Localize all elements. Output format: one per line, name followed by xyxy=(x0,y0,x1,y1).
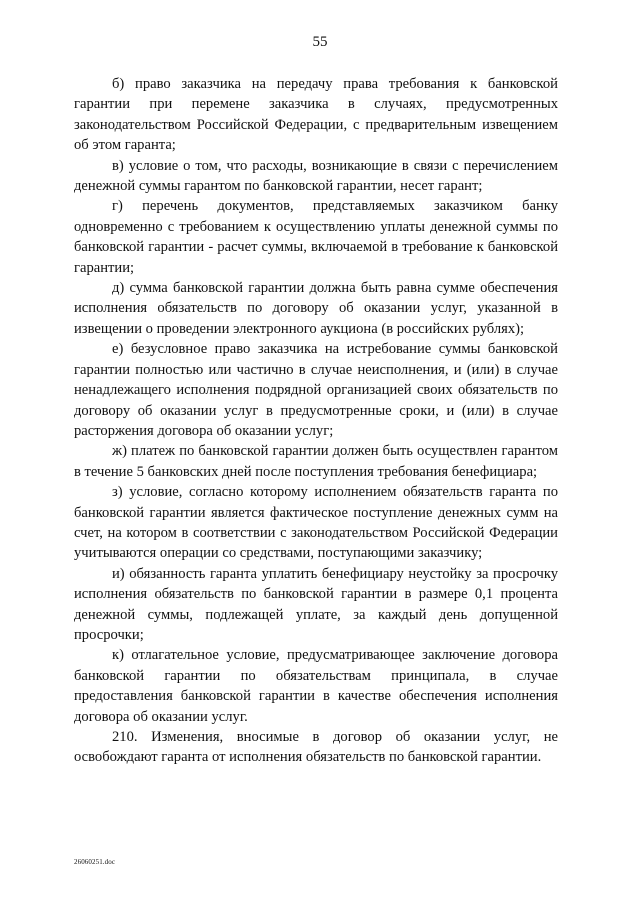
paragraph-i: и) обязанность гаранта уплатить бенефициару неустойку за просрочку исполнения обязательств по банковской гарантии в размере 0,1 процента денежной суммы, подлежащей уплате, за каждый день допущенной просрочки; xyxy=(74,565,558,643)
paragraph-zh: ж) платеж по банковской гарантии должен быть осуществлен гарантом в течение 5 банковских дней после поступления требования бенефициара; xyxy=(74,443,558,480)
page-number: 55 xyxy=(312,34,328,50)
paragraph-b: б) право заказчика на передачу права требования к банковской гарантии при перемене заказчика в случаях, предусмотренных законодательством Российской Федерации, с предварительным извещением об этом гаранта; xyxy=(74,76,558,154)
paragraph-k: к) отлагательное условие, предусматривающее заключение договора банковской гарантии по обязательствам принципала, в случае предоставления банковской гарантии в качестве обеспечения исполнения договора об оказании услуг. xyxy=(74,647,558,725)
paragraph-e: е) безусловное право заказчика на истребование суммы банковской гарантии полностью или частично в случае неисполнения, и (или) в случае ненадлежащего исполнения подрядной организацией своих обязательств по договору об оказании услуг в предусмотренные сроки, и (или) в случае расторжения договора об оказании услуг; xyxy=(74,341,558,439)
paragraph-g: г) перечень документов, представляемых заказчиком банку одновременно с требованием к осуществлению уплаты денежной суммы по банковской гарантии - расчет суммы, включаемой в требование к банковской гарантии; xyxy=(74,198,558,276)
paragraph-210: 210. Изменения, вносимые в договор об оказании услуг, не освобождают гаранта от исполнения обязательств по банковской гарантии. xyxy=(74,729,558,766)
paragraph-z: з) условие, согласно которому исполнением обязательств гаранта по банковской гарантии является фактическое поступление денежных сумм на счет, на котором в соответствии с законодательством Российской Федерации учитываются операции со средствами, поступающими заказчику; xyxy=(74,484,558,562)
paragraph-d: д) сумма банковской гарантии должна быть равна сумме обеспечения исполнения обязательств по договору об оказании услуг, указанной в извещении о проведении электронного аукциона (в российских рублях); xyxy=(74,280,558,337)
file-name-footer: 26060251.doc xyxy=(74,858,116,866)
document-body xyxy=(74,74,558,768)
paragraph-v: в) условие о том, что расходы, возникающие в связи с перечислением денежной суммы гарантом по банковской гарантии, несет гарант; xyxy=(74,157,558,195)
